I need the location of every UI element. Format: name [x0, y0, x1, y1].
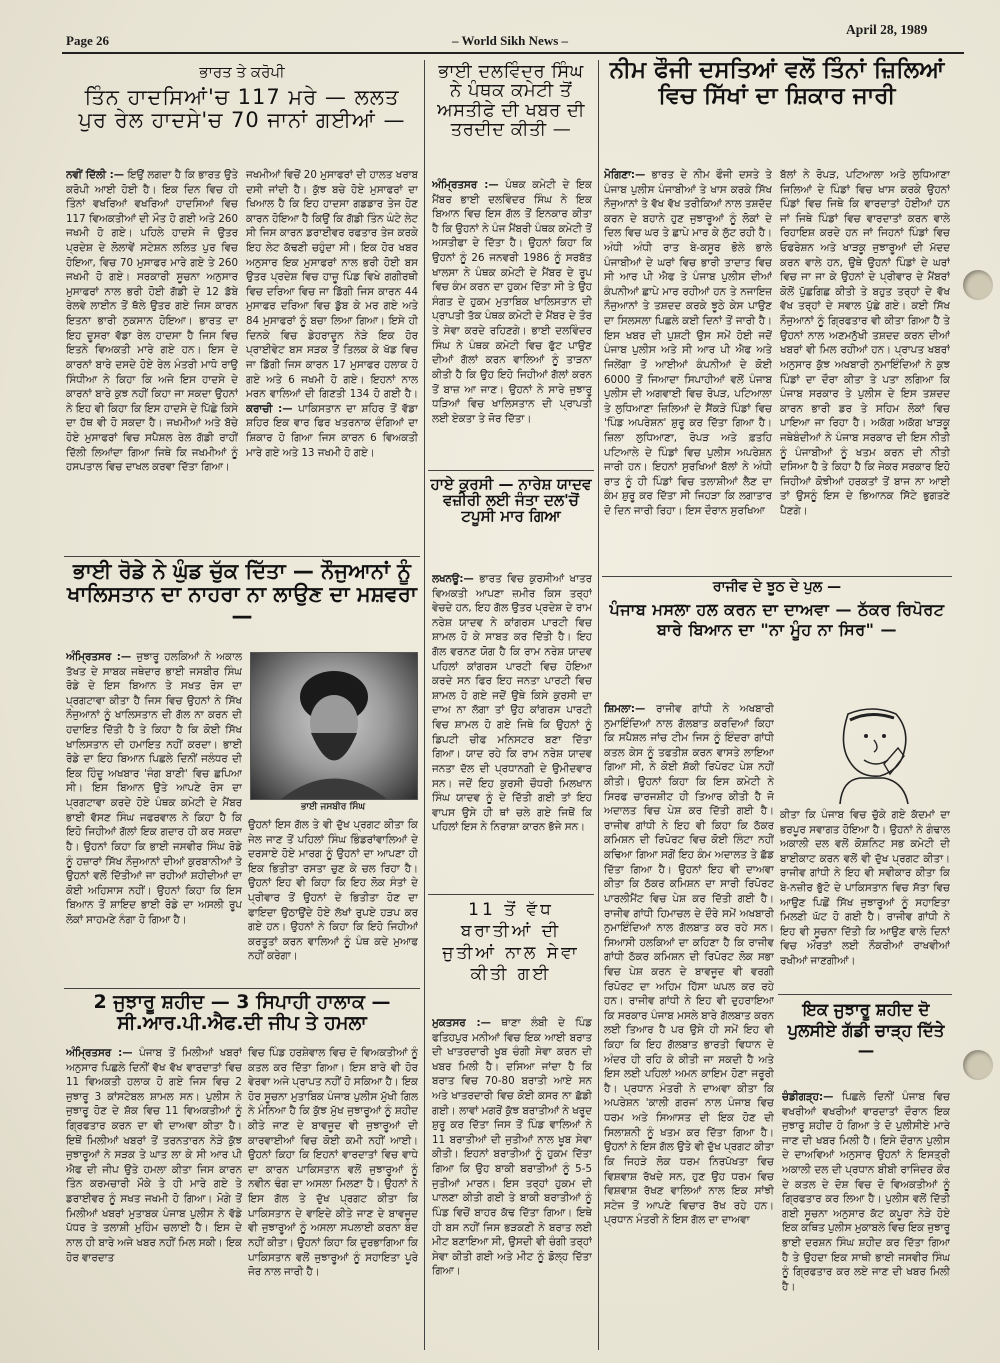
punch-hole-bottom	[963, 1050, 993, 1080]
police-headline: ਇਕ ਜੁਝਾਰੂ ਸ਼ਹੀਦ ਦੋ ਪੁਲਸੀਏ ਗੱਡੀ ਚਾੜ੍ਹ ਦਿੱਤੇ —	[787, 1000, 945, 1061]
header-rule	[62, 52, 964, 54]
police-body: ਚੰਡੀਗੜ੍ਹ:— ਪਿਛਲੇ ਦਿਨੀਂ ਪੰਜਾਬ ਵਿਚ ਵਖਰੀਆਂ ਵਖਰੀਆਂ ਵਾਰਦਾਤਾਂ ਦੌਰਾਨ ਇਕ ਜੁਝਾਰੂ ਸ਼ਹੀਦ ਹੋ ਗਿਆ ਤੇ ਦੋ ਪੁਲੀਸੀਏ ਮਾਰੇ ਜਾਣ ਦੀ ਖਬਰ ਮਿਲੀ ਹੈ। ਇਸੇ ਦੌਰਾਨ ਪੁਲੀਸ ਦੇ ਦਾਅਵਿਆਂ ਅਨੁਸਾਰ ਉਹਨਾਂ ਨੇ ਇਸਤ੍ਰੀ ਅਕਾਲੀ ਦਲ ਦੀ ਪ੍ਰਧਾਨ ਬੀਬੀ ਰਾਜਿੰਦਰ ਕੌਰ ਦੇ ਕਤਲ ਦੇ ਦੋਸ਼ ਵਿਚ ਦੋ ਵਿਅਕਤੀਆਂ ਨੂੰ ਗ੍ਰਿਫਤਾਰ ਕਰ ਲਿਆ ਹੈ। ਪੁਲੀਸ ਵਲੋਂ ਦਿੱਤੀ ਗਈ ਸੂਚਨਾ ਅਨੁਸਾਰ ਕੱਟ ਕਪੂਰਾ ਨੇੜੇ ਹੋਏ ਇਕ ਕਥਿਤ ਪੁਲੀਸ ਮੁਕਾਬਲੇ ਵਿਚ ਇਕ ਜੁਝਾਰੂ ਭਾਈ ਦਰਸ਼ਨ ਸਿੰਘ ਸ਼ਹੀਦ ਕਰ ਦਿੱਤਾ ਗਿਆ ਹੈ ਤੇ ਉਹਦਾ ਇਕ ਸਾਥੀ ਭਾਈ ਜਸਵੀਰ ਸਿੰਘ ਨੂੰ ਗ੍ਰਿਫਤਾਰ ਕਰ ਲਏ ਜਾਣ ਦੀ ਖਬਰ ਮਿਲੀ ਹੈ।	[782, 1091, 950, 1293]
rode-headline: ਭਾਈ ਰੋਡੇ ਨੇ ਘੁੰਡ ਚੁੱਕ ਦਿੱਤਾ — ਨੌਜੁਆਨਾਂ ਨੂੰ ਖਾਲਿਸਤਾਨ ਦਾ ਨਾਹਰਾ ਨਾ ਲਾਉਣ ਦਾ ਮਸ਼ਵਰਾ —	[67, 559, 417, 629]
rode-column-1: ਅੰਮ੍ਰਿਤਸਰ :— ਜੁਝਾਰੂ ਹਲਕਿਆਂ ਨੇ ਅਕਾਲ ਤੱਖਤ ਦੇ ਸਾਬਕ ਜਥੇਦਾਰ ਭਾਈ ਜਸਬੀਰ ਸਿੰਘ ਰੋਡੇ ਦੇ ਇਸ ਬਿਆਨ ਤੇ ਸਖਤ ਰੋਸ ਦਾ ਪ੍ਰਗਟਾਵਾ ਕੀਤਾ ਹੈ ਜਿਸ ਵਿਚ ਉਹਨਾਂ ਨੇ ਸਿੱਖ ਨੌਜੁਆਨਾਂ ਨੂੰ ਖਾਲਿਸਤਾਨ ਦੀ ਗੱਲ ਨਾ ਕਰਨ ਦੀ ਹਦਾਇਤ ਦਿੱਤੀ ਹੈ ਤੇ ਕਿਹਾ ਹੈ ਕਿ ਕੋਈ ਸਿੱਖ ਖਾਲਿਸਤਾਨ ਦੀ ਹਮਾਇਤ ਨਹੀਂ ਕਰਦਾ। ਭਾਈ ਰੋਡੇ ਦਾ ਇਹ ਬਿਆਨ ਪਿਛਲੇ ਦਿਨੀਂ ਜਲੰਧਰ ਦੀ ਇਕ ਹਿੰਦੂ ਅਖਬਾਰ 'ਜੰਗ ਬਾਣੀ' ਵਿਚ ਛਪਿਆ ਸੀ। ਇਸ ਬਿਆਨ ਉਤੇ ਆਪਣੇ ਰੋਸ ਦਾ ਪ੍ਰਗਟਾਵਾ ਕਰਦੇ ਹੋਏ ਪੰਥਕ ਕਮੇਟੀ ਦੇ ਮੈਂਬਰ ਭਾਈ ਵੱਸਣ ਸਿੰਘ ਜਫਰਵਾਲ ਨੇ ਕਿਹਾ ਹੈ ਕਿ ਇਹੋ ਜਿਹੀਆਂ ਗੱਲਾਂ ਇਕ ਗਦਾਰ ਹੀ ਕਰ ਸਕਦਾ ਹੈ। ਉਹਨਾਂ ਕਿਹਾ ਕਿ ਭਾਈ ਜਸਵੀਰ ਸਿੰਘ ਰੋਡੇ ਨੂੰ ਹਜ਼ਾਰਾਂ ਸਿੱਖ ਨੌਜੁਆਨਾਂ ਦੀਆਂ ਕੁਰਬਾਨੀਆਂ ਤੇ ਉਹਨਾਂ ਵਲੋਂ ਦਿੱਤੀਆਂ ਜਾ ਰਹੀਆਂ ਸ਼ਹੀਦੀਆਂ ਦਾ ਕੋਈ ਅਹਿਸਾਸ ਨਹੀਂ। ਉਹਨਾਂ ਕਿਹਾ ਕਿ ਇਸ ਬਿਆਨ ਤੋਂ ਸ਼ਾਇਦ ਭਾਈ ਰੋਡੇ ਦਾ ਅਸਲੀ ਰੂਪ ਲੋਕਾਂ ਸਾਹਮਣੇ ਨੰਗਾ ਹੋ ਗਿਆ ਹੈ।	[66, 651, 242, 926]
column-rule	[598, 60, 599, 1350]
rail-kicker: ਭਾਰਤ ਤੇ ਕਰੋਪੀ	[199, 63, 285, 81]
baratis-body: ਮੁਕਤਸਰ :— ਥਾਣਾ ਲੰਬੀ ਦੇ ਪਿੰਡ ਫਤਿਹਪੁਰ ਮਨੀਆਂ ਵਿਚ ਇਕ ਆਈ ਬਰਾਤ ਦੀ ਖਾਤਰਦਾਰੀ ਖੂਬ ਚੰਗੀ ਸੇਵਾ ਕਰਨ ਦੀ ਖਬਰ ਮਿਲੀ ਹੈ। ਦਸਿਆ ਜਾਂਦਾ ਹੈ ਕਿ ਬਰਾਤ ਵਿਚ 70-80 ਬਰਾਤੀ ਆਏ ਸਨ ਅਤੇ ਖਾਤਰਦਾਰੀ ਵਿਚ ਕੋਈ ਕਸਰ ਨਾ ਛੱਡੀ ਗਈ। ਲਾਵਾਂ ਮਗਰੋਂ ਕੁੱਝ ਬਰਾਤੀਆਂ ਨੇ ਖਰੂਦ ਸ਼ੁਰੂ ਕਰ ਦਿੱਤਾ ਜਿਸ ਤੋਂ ਪਿੰਡ ਵਾਲਿਆਂ ਨੇ 11 ਬਰਾਤੀਆਂ ਦੀ ਜੁਤੀਆਂ ਨਾਲ ਖੂਬ ਸੇਵਾ ਕੀਤੀ। ਇਹਨਾਂ ਬਰਾਤੀਆਂ ਨੂੰ ਹੁਕਮ ਦਿੱਤਾ ਗਿਆ ਕਿ ਉਹ ਬਾਕੀ ਬਰਾਤੀਆਂ ਨੂੰ 5-5 ਜੁਤੀਆਂ ਮਾਰਨ। ਇਸ ਤਰ੍ਹਾਂ ਹੁਕਮ ਦੀ ਪਾਲਣਾ ਕੀਤੀ ਗਈ ਤੇ ਬਾਕੀ ਬਰਾਤੀਆਂ ਨੂੰ ਪਿੰਡ ਵਿਚੋਂ ਬਾਹਰ ਕੱਢ ਦਿੱਤਾ ਗਿਆ। ਇਥੇ ਹੀ ਬਸ ਨਹੀਂ ਜਿਸ ਭੜਕਣੀ ਨੇ ਬਰਾਤ ਲਈ ਮੀਟ ਬਣਾਇਆ ਸੀ, ਉਸਦੀ ਵੀ ਚੰਗੀ ਤਰ੍ਹਾਂ ਸੇਵਾ ਕੀਤੀ ਗਈ ਅਤੇ ਮੀਟ ਨੂੰ ਡੋਲ੍ਹ ਦਿੱਤਾ ਗਿਆ।	[432, 1017, 592, 1278]
paramilitary-column-2: ਬੱਲਾਂ ਨੇ ਰੋਪੜ, ਪਟਿਆਲਾ ਅਤੇ ਲੁਧਿਆਣਾ ਜਿਲਿਆਂ ਦੇ ਪਿੰਡਾਂ ਵਿਚ ਖਾਸ ਕਰਕੇ ਉਹਨਾਂ ਪਿੰਡਾਂ ਵਿਚ ਜਿਥੇ ਕਿ ਵਾਰਦਾਤਾਂ ਹੋਈਆਂ ਹਨ ਜਾਂ ਜਿਥੇ ਪਿੰਡਾਂ ਵਿਚ ਵਾਰਦਾਤਾਂ ਕਰਨ ਵਾਲੇ ਰਿਹਾਇਸ਼ ਕਰਦੇ ਹਨ ਜਾਂ ਜਿਹਨਾਂ ਪਿੰਡਾਂ ਵਿਚ ਓਫਰੇਸ਼ਨ ਅਤੇ ਖਾੜਕੂ ਜੁਝਾਰੂਆਂ ਦੀ ਮੱਦਦ ਕਰਨ ਵਾਲੇ ਹਨ, ਉਥੇ ਉਹਨਾਂ ਪਿੰਡਾਂ ਦੇ ਘਰਾਂ ਵਿਚ ਜਾ ਜਾ ਕੇ ਉਹਨਾਂ ਦੇ ਪ੍ਰੀਵਾਰ ਦੇ ਮੈਂਬਰਾਂ ਕੋਲੋਂ ਪੁੱਛਗਿਛ ਕੀਤੀ ਤੇ ਬਹੁਤ ਤਰ੍ਹਾਂ ਦੇ ਵੱਖ ਵੱਖ ਤਰ੍ਹਾਂ ਦੇ ਸਵਾਲ ਪੁੱਛੇ ਗਏ। ਕਈ ਸਿੱਖ ਨੌਜੁਆਨਾਂ ਨੂੰ ਗ੍ਰਿਫਤਾਰ ਵੀ ਕੀਤਾ ਗਿਆ ਹੈ ਤੇ ਉਹਨਾਂ ਨਾਲ ਅਣਮਨੁੱਖੀ ਤਸ਼ਦਦ ਕਰਨ ਦੀਆਂ ਖਬਰਾਂ ਵੀ ਮਿਲ ਰਹੀਆਂ ਹਨ। ਪ੍ਰਾਪਤ ਖਬਰਾਂ ਅਨੁਸਾਰ ਕੁੱਝ ਅਖਬਾਰੀ ਨੁਮਾਇੰਦਿਆਂ ਨੇ ਕੁਝ ਪਿੰਡਾਂ ਦਾ ਦੌਰਾ ਕੀਤਾ ਤੇ ਪਤਾ ਲਗਿਆ ਕਿ ਪੰਜਾਬ ਸਰਕਾਰ ਤੇ ਪੁਲੀਸ ਦੇ ਇਸ ਤਸ਼ਦਦ ਕਾਰਨ ਭਾਰੀ ਡਰ ਤੇ ਸਹਿਮ ਲੋਕਾਂ ਵਿਚ ਪਾਇਆ ਜਾ ਰਿਹਾ ਹੈ। ਅਕੱਗ ਅਕੱਗ ਖਾੜਕੂ ਜਥੇਬੰਦੀਆਂ ਨੇ ਪੰਜਾਬ ਸਰਕਾਰ ਦੀ ਇਸ ਨੀਤੀ ਨੂੰ ਪੰਜਾਬੀਆਂ ਨੂੰ ਖਤਮ ਕਰਨ ਦੀ ਨੀਤੀ ਦਸਿਆ ਹੈ ਤੇ ਕਿਹਾ ਹੈ ਕਿ ਜੇਕਰ ਸਰਕਾਰ ਇਹੋ ਜਿਹੀਆਂ ਕੋਝੀਆਂ ਹਰਕਤਾਂ ਤੋਂ ਬਾਜ ਨਾ ਆਈ ਤਾਂ ਉਸਨੂੰ ਇਸ ਦੇ ਭਿਆਨਕ ਸਿੱਟੇ ਭੁਗਤਣੇ ਪੈਣਗੇ।	[780, 169, 950, 518]
issue-date: April 28, 1989	[846, 22, 928, 37]
crpf-headline: 2 ਜੁਝਾਰੂ ਸ਼ਹੀਦ — 3 ਸਿਪਾਹੀ ਹਾਲਾਕ — ਸੀ.ਆਰ.ਪੀ.ਐਫ.ਦੀ ਜੀਪ ਤੇ ਹਮਲਾ	[93, 991, 391, 1034]
rajiv-cartoon	[780, 700, 948, 804]
crpf-column-2: ਵਿਚ ਪਿੰਡ ਹਰਸ਼ੇਵਾਲ ਵਿਚ ਦੋ ਵਿਅਕਤੀਆਂ ਨੂੰ ਕਤਲ ਕਰ ਦਿੱਤਾ ਗਿਆ। ਇਸ ਬਾਰੇ ਵੀ ਹੋਰ ਵੇਰਵਾ ਅਜੇ ਪ੍ਰਾਪਤ ਨਹੀਂ ਹੋ ਸਕਿਆ ਹੈ। ਇਕ ਹੋਰ ਸੂਚਨਾ ਮੁਤਾਬਿਕ ਪੰਜਾਬ ਪੁਲੀਸ ਮੁੱਖੀ ਗਿਲ ਨੇ ਮੰਨਿਆ ਹੈ ਕਿ ਕੁੱਝ ਮੁੱਖ ਜੁਝਾਰੂਆਂ ਨੂੰ ਸ਼ਹੀਦ ਕੀਤੇ ਜਾਣ ਦੇ ਬਾਵਜੂਦ ਵੀ ਜੁਝਾਰੂਆਂ ਦੀ ਕਾਰਵਾਈਆਂ ਵਿਚ ਕੋਈ ਕਮੀ ਨਹੀਂ ਆਈ। ਉਹਨਾਂ ਕਿਹਾ ਕਿ ਇਹਨਾਂ ਵਾਰਦਾਤਾਂ ਵਿਚ ਵਾਧੇ ਦਾ ਕਾਰਨ ਪਾਕਿਸਤਾਨ ਵਲੋਂ ਜੁਝਾਰੂਆਂ ਨੂੰ ਨਵੀਨ ਢੰਗ ਦਾ ਅਸਲਾ ਮਿਲਣਾ ਹੈ। ਉਹਨਾਂ ਨੇ ਇਸ ਗੱਲ ਤੇ ਦੁੱਖ ਪ੍ਰਗਟ ਕੀਤਾ ਕਿ ਪਾਕਿਸਤਾਨ ਦੇ ਵਾਇਦੇ ਕੀਤੇ ਜਾਣ ਦੇ ਬਾਵਜੂਦ ਵੀ ਜੁਝਾਰੂਆਂ ਨੂੰ ਅਸਲਾ ਸਪਲਾਈ ਕਰਨਾ ਬੰਦ ਨਹੀਂ ਕੀਤਾ। ਉਹਨਾਂ ਕਿਹਾ ਕਿ ਦੁਰਭਾਗਿਆ ਕਿ ਪਾਕਿਸਤਾਨ ਵਲੋਂ ਜੁਝਾਰੂਆਂ ਨੂੰ ਸਹਾਇਤਾ ਪੂਰੇ ਜੋਰ ਨਾਲ ਜਾਰੀ ਹੈ।	[248, 1047, 418, 1279]
section-rule	[428, 470, 594, 471]
rode-column-2: ਉਹਨਾਂ ਇਸ ਗੱਲ ਤੇ ਵੀ ਦੁੱਖ ਪ੍ਰਗਟ ਕੀਤਾ ਕਿ ਜੇਲ ਜਾਣ ਤੋਂ ਪਹਿਲਾਂ ਸਿੰਘ ਭਿੰਡਰਾਂਵਾਲਿਆਂ ਦੇ ਦਰਸਾਏ ਹੋਏ ਮਾਰਗ ਨੂੰ ਉਹਨਾਂ ਦਾ ਆਪਣਾ ਹੀ ਇਕ ਭਿਤੀਤਾ ਰਸਤਾ ਚੁਣ ਕੇ ਚਲ ਰਿਹਾ ਹੈ। ਉਹਨਾਂ ਇਹ ਵੀ ਕਿਹਾ ਕਿ ਇਹ ਲੋਕ ਸੰਤਾਂ ਦੇ ਪ੍ਰੀਵਾਰ ਤੋਂ ਉਹਨਾਂ ਦੇ ਭਿਤੀਤਾ ਹੋਣ ਦਾ ਫਾਇਦਾ ਉਠਾਉਂਦੇ ਹੋਏ ਲੱਖਾਂ ਰੁਪਏ ਹੜਪ ਕਰ ਗਏ ਹਨ। ਉਹਨਾਂ ਨੇ ਕਿਹਾ ਕਿ ਇਹੋ ਜਿਹੀਆਂ ਕਰਤੂਤਾਂ ਕਰਨ ਵਾਲਿਆਂ ਨੂੰ ਪੰਥ ਕਦੇ ਮੁਆਫ ਨਹੀਂ ਕਰੇਗਾ।	[248, 819, 418, 963]
crpf-column-1: ਅੰਮ੍ਰਿਤਸਰ :— ਪੰਜਾਬ ਤੋਂ ਮਿਲੀਆਂ ਖਬਰਾਂ ਅਨੁਸਾਰ ਪਿਛਲੇ ਦਿਨੀਂ ਵੱਖ ਵੱਖ ਵਾਰਦਾਤਾਂ ਵਿਚ 11 ਵਿਅਕਤੀ ਹਲਾਕ ਹੋ ਗਏ ਜਿਸ ਵਿਚ 2 ਜੁਝਾਰੂ 3 ਕਾਂਸਟੇਬਲ ਸ਼ਾਮਲ ਸਨ। ਪੁਲੀਸ ਨੇ ਜੁਝਾਰੂ ਹੋਣ ਦੇ ਸ਼ੱਕ ਵਿਚ 11 ਵਿਅਕਤੀਆਂ ਨੂੰ ਗ੍ਰਿਫਤਾਰ ਕਰਨ ਦਾ ਵੀ ਦਾਅਵਾ ਕੀਤਾ ਹੈ। ਇਥੋਂ ਮਿਲੀਆਂ ਖਬਰਾਂ ਤੋਂ ਤਰਨਤਾਰਨ ਨੇੜੇ ਕੁੱਝ ਜੁਝਾਰੂਆਂ ਨੇ ਸੜਕ ਤੇ ਘਾਤ ਲਾ ਕੇ ਸੀ ਆਰ ਪੀ ਐਫ ਦੀ ਜੀਪ ਉਤੇ ਹਮਲਾ ਕੀਤਾ ਜਿਸ ਕਾਰਨ ਤਿੰਨ ਕਰਮਚਾਰੀ ਮੌਕੇ ਤੇ ਹੀ ਮਾਰੇ ਗਏ ਤੇ ਡਰਾਈਵਰ ਨੂੰ ਸਖਤ ਜਖਮੀ ਹੋ ਗਿਆ। ਮੋਗੇ ਤੋਂ ਮਿਲੀਆਂ ਖਬਰਾਂ ਮੁਤਾਬਕ ਪੰਜਾਬ ਪੁਲੀਸ ਨੇ ਵੱਡੇ ਪੱਧਰ ਤੇ ਤਲਾਸ਼ੀ ਮੁਹਿੰਮ ਚਲਾਈ ਹੈ। ਇਸ ਦੇ ਨਾਲ ਹੀ ਬਾਰੇ ਅਜੇ ਖਬਰ ਨਹੀਂ ਮਿਲ ਸਕੀ। ਇਕ ਹੋਰ ਵਾਰਦਾਤ	[66, 1047, 242, 1264]
caricature-drawing	[780, 700, 948, 804]
portrait-photo	[250, 652, 418, 800]
section-rule	[64, 556, 420, 557]
portrait-caption: ਭਾਈ ਜਸਬੀਰ ਸਿੰਘ	[300, 802, 366, 812]
rail-column-1: ਨਵੀਂ ਦਿੱਲੀ :— ਇਉਂ ਲਗਦਾ ਹੈ ਕਿ ਭਾਰਤ ਉਤੇ ਕਰੋਪੀ ਆਈ ਹੋਈ ਹੈ। ਇਕ ਦਿਨ ਵਿਚ ਹੀ ਤਿੰਨਾਂ ਵਖਰਿਆਂ ਵਖਰਿਆਂ ਹਾਦਸਿਆਂ ਵਿਚ 117 ਵਿਅਕਤੀਆਂ ਦੀ ਮੌਤ ਹੋ ਗਈ ਅਤੇ 260 ਜਖਮੀ ਹੋ ਗਏ। ਪਹਿਲੇ ਹਾਦਸੇ ਜੋ ਉਤਰ ਪ੍ਰਦੇਸ਼ ਦੇ ਲੋਲਾਵੇਂ ਸਟੇਸ਼ਨ ਲਲਿਤ ਪੁਰ ਵਿਚ ਹੋਇਆ, ਵਿਚ 70 ਮੁਸਾਫਰ ਮਾਰੇ ਗਏ ਤੇ 260 ਜਖਮੀ ਹੋ ਗਏ। ਸਰਕਾਰੀ ਸੂਚਨਾ ਅਨੁਸਾਰ ਮੁਸਾਫਰਾਂ ਨਾਲ ਭਰੀ ਹੋਈ ਗੱਡੀ ਦੇ 12 ਡੱਬੇ ਰੇਲਵੇ ਲਾਈਨ ਤੋਂ ਥੱਲੇ ਉਤਰ ਗਏ ਜਿਸ ਕਾਰਨ ਇਤਨਾ ਭਾਰੀ ਨੁਕਸਾਨ ਹੋਇਆ। ਭਾਰਤ ਦਾ ਇਹ ਦੂਸਰਾ ਵੱਡਾ ਰੇਲ ਹਾਦਸਾ ਹੈ ਜਿਸ ਵਿਚ ਇਤਨੇ ਵਿਅਕਤੀ ਮਾਰੇ ਗਏ ਹਨ। ਇਸ ਦੇ ਕਾਰਨਾਂ ਬਾਰੇ ਦਸਦੇ ਹੋਏ ਰੇਲ ਮੰਤਰੀ ਮਾਧੋ ਰਾਉ ਸਿੰਧੀਆ ਨੇ ਕਿਹਾ ਕਿ ਅਜੇ ਇਸ ਹਾਦਸੇ ਦੇ ਕਾਰਨਾਂ ਬਾਰੇ ਕੁਝ ਨਹੀਂ ਕਿਹਾ ਜਾ ਸਕਦਾ ਉਹਨਾਂ ਨੇ ਇਹ ਵੀ ਕਿਹਾ ਕਿ ਇਸ ਹਾਦਸੇ ਦੇ ਪਿੱਛੇ ਕਿਸੇ ਦਾ ਹੱਥ ਵੀ ਹੋ ਸਕਦਾ ਹੈ। ਜਖਮੀਆਂ ਅਤੇ ਬੱਚੇ ਹੋਏ ਮੁਸਾਫਰਾਂ ਵਿਚ ਸਪੈਸ਼ਲ ਰੇਲ ਗੱਡੀ ਰਾਹੀਂ ਦਿੱਲੀ ਲਿਆਂਦਾ ਗਿਆ ਜਿਥੇ ਕਿ ਜਖਮੀਆਂ ਨੂੰ ਹਸਪਤਾਲ ਵਿਚ ਦਾਖਲ ਕਰਵਾ ਦਿੱਤਾ ਗਿਆ।	[66, 169, 238, 474]
dalwinder-body: ਅੰਮ੍ਰਿਤਸਰ :— ਪੰਥਕ ਕਮੇਟੀ ਦੇ ਇਕ ਮੈਂਬਰ ਭਾਈ ਦਲਵਿੰਦਰ ਸਿੰਘ ਨੇ ਇਕ ਬਿਆਨ ਵਿਚ ਇਸ ਗੱਲ ਤੋਂ ਇਨਕਾਰ ਕੀਤਾ ਹੈ ਕਿ ਉਹਨਾਂ ਨੇ ਪੰਜ ਮੈਂਬਰੀ ਪੰਥਕ ਕਮੇਟੀ ਤੋਂ ਅਸਤੀਫਾ ਦੇ ਦਿੱਤਾ ਹੈ। ਉਹਨਾਂ ਕਿਹਾ ਕਿ ਉਹਨਾਂ ਨੂੰ 26 ਜਨਵਰੀ 1986 ਨੂੰ ਸਰਬੱਤ ਖਾਲਸਾ ਨੇ ਪੰਥਕ ਕਮੇਟੀ ਦੇ ਮੈਂਬਰ ਦੇ ਰੂਪ ਵਿਚ ਕੰਮ ਕਰਨ ਦਾ ਹੁਕਮ ਦਿੱਤਾ ਸੀ ਤੇ ਉਹ ਸੰਗਤ ਦੇ ਹੁਕਮ ਮੁਤਾਬਿਕ ਖਾਲਿਸਤਾਨ ਦੀ ਪ੍ਰਾਪਤੀ ਤੱਕ ਪੰਥਕ ਕਮੇਟੀ ਦੇ ਮੈਂਬਰ ਦੇ ਤੌਰ ਤੇ ਸੇਵਾ ਕਰਦੇ ਰਹਿਣਗੇ। ਭਾਈ ਦਲਵਿੰਦਰ ਸਿੰਘ ਨੇ ਪੰਥਕ ਕਮੇਟੀ ਵਿਚ ਫੁੱਟ ਪਾਉਣ ਦੀਆਂ ਗੱਲਾਂ ਕਰਨ ਵਾਲਿਆਂ ਨੂੰ ਤਾੜਨਾ ਕੀਤੀ ਹੈ ਕਿ ਉਹ ਇਹੋ ਜਿਹੀਆਂ ਗੱਲਾਂ ਕਰਨ ਤੋਂ ਬਾਜ਼ ਆ ਜਾਣ। ਉਹਨਾਂ ਨੇ ਸਾਰੇ ਜੁਝਾਰੂ ਧੜਿਆਂ ਵਿਚ ਖਾਲਿਸਤਾਨ ਦੀ ਪ੍ਰਾਪਤੀ ਲਈ ਏਕਤਾ ਤੇ ਜੋਰ ਦਿੱਤਾ।	[432, 179, 592, 425]
rail-headline: ਤਿੰਨ ਹਾਦਸਿਆਂ'ਚ 117 ਮਰੇ — ਲਲਤ ਪੁਰ ਰੇਲ ਹਾਦਸੇ'ਚ 70 ਜਾਨਾਂ ਗਈਆਂ —	[78, 85, 406, 132]
section-rule	[778, 994, 952, 995]
rail-column-2: ਜਖਮੀਆਂ ਵਿਚੋਂ 20 ਮੁਸਾਫਰਾਂ ਦੀ ਹਾਲਤ ਖਰਾਬ ਦਸੀ ਜਾਂਦੀ ਹੈ। ਕੁੱਝ ਬਚੇ ਹੋਏ ਮੁਸਾਫਰਾਂ ਦਾ ਖਿਆਲ ਹੈ ਕਿ ਇਹ ਹਾਦਸਾ ਗਡਡਾਰ ਤੇਜ ਹੋਣ ਕਾਰਨ ਹੋਇਆ ਹੈ ਕਿਉਂ ਕਿ ਗੱਡੀ ਤਿੰਨ ਘੰਟੇ ਲੇਟ ਸੀ ਜਿਸ ਕਾਰਨ ਡਰਾਈਵਰ ਰਫਤਾਰ ਤੇਜ ਕਰਕੇ ਇਹ ਲੇਟ ਕੱਢਣੀ ਚਹੁੰਦਾ ਸੀ। ਇਕ ਹੋਰ ਖਬਰ ਅਨੁਸਾਰ ਇਕ ਮੁਸਾਫਰਾਂ ਨਾਲ ਭਰੀ ਹੋਈ ਬਸ ਉਤਰ ਪ੍ਰਦੇਸ਼ ਵਿਚ ਹਾਜ਼ੂ ਪਿੰਡ ਵਿਖੇ ਗਗੀਰਥੀ ਵਿਚ ਦਰਿਆ ਵਿਚ ਜਾ ਡਿੱਗੀ ਜਿਸ ਕਾਰਨ 44 ਮੁਸਾਫਰ ਦਰਿਆ ਵਿਚ ਡੁੱਬ ਕੇ ਮਰ ਗਏ ਅਤੇ 84 ਮੁਸਾਫਰਾਂ ਨੂੰ ਬਚਾ ਲਿਆ ਗਿਆ। ਇਸੇ ਹੀ ਦਿਨਕੇ ਵਿਚ ਡੇਹਰਾਦੂਨ ਨੇੜੇ ਇਕ ਹੋਰ ਪ੍ਰਾਈਵੇਟ ਬਸ ਸੜਕ ਤੋਂ ਤਿਲਕ ਕੇ ਖੱਡ ਵਿਚ ਜਾ ਡਿੱਗੀ ਜਿਸ ਕਾਰਨ 17 ਮੁਸਾਫਰ ਹਲਾਕ ਹੋ ਗਏ ਅਤੇ 6 ਜਖਮੀ ਹੋ ਗਏ। ਇਹਨਾਂ ਨਾਲ ਮਰਨ ਵਾਲਿਆਂ ਦੀ ਗਿਣਤੀ 134 ਹੋ ਗਈ ਹੈ। ਕਰਾਚੀ :— ਪਾਕਿਸਤਾਨ ਦਾ ਸ਼ਹਿਰ ਤੋਂ ਵੱਡਾ ਸ਼ਹਿਰ ਇਕ ਵਾਰ ਫਿਰ ਖਤਰਨਾਕ ਦੰਗਿਆਂ ਦਾ ਸ਼ਿਕਾਰ ਹੋ ਗਿਆ ਜਿਸ ਕਾਰਨ 6 ਵਿਅਕਤੀ ਮਾਰੇ ਗਏ ਅਤੇ 13 ਜਖਮੀ ਹੋ ਗਏ।	[246, 169, 418, 459]
paramilitary-column-1: ਮੋਗਿਣਾ:— ਭਾਰਤ ਦੇ ਨੀਮ ਫੌਜੀ ਦਸਤੇ ਤੇ ਪੰਜਾਬ ਪੁਲੀਸ ਪੰਜਾਬੀਆਂ ਤੇ ਖਾਸ ਕਰਕੇ ਸਿੱਖ ਨੌਜੁਆਨਾਂ ਤੇ ਵੱਖ ਵੱਖ ਤਰੀਕਿਆਂ ਨਾਲ ਤਸ਼ਦੱਦ ਕਰਨ ਦੇ ਬਹਾਨੇ ਹੁਣ ਜੁਝਾਰੂਆਂ ਨੂੰ ਲੋਕਾਂ ਦੇ ਦਿਲ ਵਿਚ ਘਰ ਤੇ ਛਾਪੇ ਮਾਰ ਕੇ ਲੁੱਟ ਰਹੀ ਹੈ। ਅੰਧੀ ਅੰਧੀ ਰਾਤ ਬੇ-ਕਸੂਰ ਭੋਲੇ ਭਾਲੇ ਪੰਜਾਬੀਆਂ ਦੇ ਘਰਾਂ ਵਿਚ ਭਾਰੀ ਤਾਦਾਤ ਵਿਚ ਸੀ ਆਰ ਪੀ ਐਫ ਤੇ ਪੰਜਾਬ ਪੁਲੀਸ ਦੀਆਂ ਕੰਪਨੀਆਂ ਛਾਪੇ ਮਾਰ ਰਹੀਆਂ ਹਨ ਤੇ ਨਜਾਇਜ਼ ਨੌਜੁਆਨਾਂ ਤੇ ਤਸ਼ਦਦ ਕਰਕੇ ਝੂਠੇ ਕੇਸ ਪਾਉਣ ਦਾ ਸਿਲਸਲਾ ਪਿਛਲੇ ਕਈ ਦਿਨਾਂ ਤੋਂ ਜਾਰੀ ਹੈ। ਇਸ ਖਬਰ ਦੀ ਪੁਸ਼ਟੀ ਉਸ ਸਮੇਂ ਹੋਈ ਜਦੋਂ ਪੰਜਾਬ ਪੁਲੀਸ ਅਤੇ ਸੀ ਆਰ ਪੀ ਐਫ ਅਤੇ ਜਿਲੇਂਗਾ ਤੋਂ ਆਈਆਂ ਕੰਪਨੀਆਂ ਦੇ ਕੋਈ 6000 ਤੋਂ ਜਿਆਦਾ ਸਿਪਾਹੀਆਂ ਵਲੋਂ ਪੰਜਾਬ ਪੁਲੀਸ ਦੀ ਅਗਵਾਈ ਵਿਚ ਰੋਪੜ, ਪਟਿਆਲਾ ਤੇ ਲੁਧਿਆਣਾ ਜ਼ਿਲਿਆਂ ਦੇ ਸੈਂਕੜੇ ਪਿੰਡਾਂ ਵਿਚ 'ਪਿੰਡ ਅਪਰੇਸ਼ਨ' ਸ਼ੁਰੂ ਕਰ ਦਿੱਤਾ ਗਿਆ ਹੈ। ਜ਼ਿਲਾ ਲੁਧਿਆਣਾ, ਰੋਪੜ ਅਤੇ ਫ਼ਤਹਿ ਪਟਿਆਲੇ ਦੇ ਪਿੰਡਾਂ ਵਿਚ ਪੁਲੀਸ ਅਪਰੇਸ਼ਨ ਜਾਰੀ ਹਨ। ਇਹਨਾਂ ਸੁਰਖਿਆਂ ਬੱਲਾਂ ਨੇ ਅੰਧੀ ਰਾਤ ਨੂੰ ਹੀ ਪਿੰਡਾਂ ਵਿਚ ਤਲਾਸ਼ੀਆਂ ਲੈਣ ਦਾ ਕੰਮ ਸ਼ੁਰੂ ਕਰ ਦਿੱਤਾ ਸੀ ਜਿਹੜਾ ਕਿ ਲਗਾਤਾਰ ਦੋ ਦਿਨ ਜਾਰੀ ਰਿਹਾ। ਇਸ ਦੌਰਾਨ ਸੁਰਖਿਆ	[604, 169, 772, 518]
punch-hole-top	[963, 270, 993, 300]
section-rule	[602, 576, 952, 577]
page-number: Page 26	[66, 33, 109, 48]
section-rule	[64, 988, 420, 989]
portrait-figure	[251, 653, 417, 799]
baratis-headline: 11 ਤੋਂ ਵੱਧ ਬਰਾਤੀਆਂ ਦੀ ਜੁਤੀਆਂ ਨਾਲ ਸੇਵਾ ਕੀਤੀ ਗਈ	[442, 900, 580, 984]
publication-name: – World Sikh News –	[451, 33, 569, 48]
dalwinder-headline: ਭਾਈ ਦਲਵਿੰਦਰ ਸਿੰਘ ਨੇ ਪੰਥਕ ਕਮੇਟੀ ਤੋਂ ਅਸਤੀਫੇ ਦੀ ਖਬਰ ਦੀ ਤਰਦੀਦ ਕੀਤੀ —	[437, 61, 585, 141]
column-rule	[424, 60, 425, 1350]
rajiv-kicker: ਰਾਜੀਵ ਦੇ ਝੂਠ ਦੇ ਪੁਲ —	[712, 579, 842, 595]
rajiv-column-2: ਕੀਤਾ ਕਿ ਪੰਜਾਬ ਵਿਚ ਚੁੱਕੇ ਗਏ ਕੱਦਮਾਂ ਦਾ ਭਰਪੂਰ ਸਵਾਗਤ ਹੋਇਆ ਹੈ। ਉਹਨਾਂ ਨੇ ਗੰਢਾਲ ਅਕਾਲੀ ਦਲ ਵਲੋਂ ਕੋਸ਼ਨਿਟ ਸਭ ਕਮੇਟੀ ਦੀ ਬਾਈਕਾਟ ਕਰਨ ਵਲੋਂ ਵੀ ਦੁੱਖ ਪ੍ਰਗਟ ਕੀਤਾ। ਰਾਜੀਵ ਗਾਂਧੀ ਨੇ ਇਹ ਵੀ ਸਵੀਕਾਰ ਕੀਤਾ ਕਿ ਬੇ-ਨਜ਼ੀਰ ਭੁੱਟੋ ਦੇ ਪਾਕਿਸਤਾਨ ਵਿਚ ਸੱਤਾ ਵਿਚ ਆਉਣ ਪਿਛੋਂ ਸਿੱਖ ਜੁਝਾਰੂਆਂ ਨੂੰ ਸਹਾਇਤਾ ਮਿਲਣੀ ਘੱਟ ਹੋ ਗਈ ਹੈ। ਰਾਜੀਵ ਗਾਂਧੀ ਨੇ ਇਹ ਵੀ ਸੂਚਨਾ ਦਿੱਤੀ ਕਿ ਆਉਣ ਵਾਲੇ ਦਿਨਾਂ ਵਿਚ ਔਰਤਾਂ ਲਈ ਨੌਕਰੀਆਂ ਰਾਖਵੀਆਂ ਰਖੀਆਂ ਜਾਣਗੀਆਂ।	[780, 809, 950, 968]
paramilitary-headline: ਨੀਮ ਫੌਜੀ ਦਸਤਿਆਂ ਵਲੋਂ ਤਿੰਨਾਂ ਜ਼ਿਲਿਆਂ ਵਿਚ ਸਿੱਖਾਂ ਦਾ ਸ਼ਿਕਾਰ ਜਾਰੀ	[609, 57, 945, 109]
rajiv-column-1: ਸ਼ਿਮਲਾ:— ਰਾਜੀਵ ਗਾਂਧੀ ਨੇ ਅਖਬਾਰੀ ਨੁਮਾਇੰਦਿਆਂ ਨਾਲ ਗੱਲਬਾਤ ਕਰਦਿਆਂ ਕਿਹਾ ਕਿ ਸਪੈਸ਼ਲ ਜਾਂਚ ਟੀਮ ਜਿਸ ਨੂੰ ਇੰਦਰਾ ਗਾਂਧੀ ਕਤਲ ਕੇਸ ਨੂੰ ਤਫਤੀਸ਼ ਕਰਨ ਵਾਸਤੇ ਲਾਇਆ ਗਿਆ ਸੀ, ਨੇ ਕੋਈ ਸ਼ੱਕੀ ਰਿਪੋਰਟ ਪੇਸ਼ ਨਹੀਂ ਕੀਤੀ। ਉਹਨਾਂ ਕਿਹਾ ਕਿ ਇਸ ਕਮੇਟੀ ਨੇ ਸਿਰਫ ਚਾਰਜਸ਼ੀਟ ਹੀ ਤਿਆਰ ਕੀਤੀ ਹੈ ਜੋ ਅਦਾਲਤ ਵਿਚ ਪੇਸ਼ ਕਰ ਦਿੱਤੀ ਗਈ ਹੈ। ਰਾਜੀਵ ਗਾਂਧੀ ਨੇ ਇਹ ਵੀ ਕਿਹਾ ਕਿ ਠੱਕਰ ਕਮਿਸ਼ਨ ਦੀ ਰਿਪੋਰਟ ਵਿਚ ਕੋਈ ਲਿੰਟਾ ਨਹੀਂ ਕਢਿਆ ਗਿਆ ਸਗੋਂ ਇਹ ਕੰਮ ਅਦਾਲਤ ਤੇ ਛੱਡ ਦਿੱਤਾ ਗਿਆ ਹੈ। ਉਹਨਾਂ ਇਹ ਵੀ ਦਾਅਵਾ ਕੀਤਾ ਕਿ ਠੱਕਰ ਕਮਿਸ਼ਨ ਦਾ ਸਾਰੀ ਰਿਪੋਰਟ ਪਾਰਲੀਮੈਂਟ ਵਿਚ ਪੇਸ਼ ਕਰ ਦਿੱਤੀ ਗਈ ਹੈ। ਰਾਜੀਵ ਗਾਂਧੀ ਹਿਮਾਚਲ ਦੇ ਦੌਰੇ ਸਮੇਂ ਅਖਬਾਰੀ ਨੁਮਾਇੰਦਿਆਂ ਨਾਲ ਗੱਲਬਾਤ ਕਰ ਰਹੇ ਸਨ। ਸਿਆਸੀ ਹਲਕਿਆਂ ਦਾ ਕਹਿਣਾ ਹੈ ਕਿ ਰਾਜੀਵ ਗਾਂਧੀ ਠੱਕਰ ਕਮਿਸ਼ਨ ਦੀ ਰਿਪੋਰਟ ਲੋਕ ਸਭਾ ਵਿਚ ਪੇਸ਼ ਕਰਨ ਦੇ ਬਾਵਜੂਦ ਵੀ ਵਰਗੀ ਰਿਪੋਰਟ ਦਾ ਅਹਿਮ ਹਿੱਸਾ ਘਪਲ ਕਰ ਰਹੇ ਹਨ। ਰਾਜੀਵ ਗਾਂਧੀ ਨੇ ਇਹ ਵੀ ਦੁਹਰਾਇਆ ਕਿ ਸਰਕਾਰ ਪੰਜਾਬ ਮਸਲੇ ਬਾਰੇ ਗੱਲਬਾਤ ਕਰਨ ਲਈ ਤਿਆਰ ਹੈ ਪਰ ਉਸੇ ਹੀ ਸਮੇਂ ਇਹ ਵੀ ਕਿਹਾ ਕਿ ਇਹ ਗੱਲਬਾਤ ਭਾਰਤੀ ਵਿਧਾਨ ਦੇ ਅੰਦਰ ਹੀ ਰਹਿ ਕੇ ਕੀਤੀ ਜਾ ਸਕਦੀ ਹੈ ਅਤੇ ਇਸ ਲਈ ਪਹਿਲਾਂ ਅਮਨ ਕਾਇਮ ਹੋਣਾ ਜਰੂਰੀ ਹੈ। ਪ੍ਰਧਾਨ ਮੰਤਰੀ ਨੇ ਦਾਅਵਾ ਕੀਤਾ ਕਿ ਅਪਰੇਸ਼ਨ 'ਕਾਲੀ ਗਰਜ' ਨਾਲ ਪੰਜਾਬ ਵਿਚ ਧਰਮ ਅਤੇ ਸਿਆਸਤ ਦੀ ਇਕ ਹੋਣ ਦੀ ਸਿਲਾਸ਼ਨੀ ਨੂੰ ਖਤਮ ਕਰ ਦਿੱਤਾ ਗਿਆ ਹੈ। ਉਹਨਾਂ ਨੇ ਇਸ ਗੱਲ ਉਤੇ ਵੀ ਦੁੱਖ ਪ੍ਰਗਟ ਕੀਤਾ ਕਿ ਜਿਹੜੇ ਲੋਕ ਧਰਮ ਨਿਰਪੱਖਤਾ ਵਿਚ ਵਿਸ਼ਵਾਸ਼ ਰੱਖਦੇ ਸਨ, ਹੁਣ ਉਹ ਧਰਮ ਵਿਚ ਵਿਸ਼ਵਾਸ਼ ਰੱਖਣ ਵਾਲਿਆਂ ਨਾਲ ਇਕ ਸਾਂਝੀ ਸਟੇਜ ਤੋਂ ਆਪਣੇ ਵਿਚਾਰ ਰੱਖ ਰਹੇ ਹਨ। ਪ੍ਰਧਾਨ ਮੰਤਰੀ ਨੇ ਇਸ ਗੱਲ ਦਾ ਦਾਅਵਾ	[604, 703, 774, 1227]
section-rule	[428, 894, 594, 895]
kursi-body: ਲਖਨਊ:— ਭਾਰਤ ਵਿਚ ਕੁਰਸੀਆਂ ਖਾਤਰ ਵਿਅਕਤੀ ਆਪਣਾ ਜ਼ਮੀਰ ਕਿਸ ਤਰ੍ਹਾਂ ਵੇਚਦੇ ਹਨ, ਇਹ ਗੱਲ ਉਤਰ ਪ੍ਰਦੇਸ਼ ਦੇ ਰਾਮ ਨਰੇਸ਼ ਯਾਦਵ ਨੇ ਕਾਂਗਰਸ ਪਾਰਟੀ ਵਿਚ ਸ਼ਾਮਲ ਹੋ ਕੇ ਸਾਬਤ ਕਰ ਦਿੱਤੀ ਹੈ। ਇਹ ਗੱਲ ਵਰਨਣ ਯੋਗ ਹੈ ਕਿ ਰਾਮ ਨਰੇਸ਼ ਯਾਦਵ ਪਹਿਲਾਂ ਕਾਂਗਰਸ ਪਾਰਟੀ ਵਿਚ ਹੋਇਆ ਕਰਦੇ ਸਨ ਫਿਰ ਇਹ ਜਨਤਾ ਪਾਰਟੀ ਵਿਚ ਸ਼ਾਮਲ ਹੋ ਗਏ ਜਦੋਂ ਉਥੇ ਕਿਸੇ ਕੁਰਸੀ ਦਾ ਦਾਅ ਨਾ ਲੱਗਾ ਤਾਂ ਉਹ ਕਾਂਗਰਸ ਪਾਰਟੀ ਵਿਚ ਸ਼ਾਮਲ ਹੋ ਗਏ ਜਿਥੇ ਕਿ ਉਹਨਾਂ ਨੂੰ ਡਿਪਟੀ ਚੀਫ ਮਨਿਸਟਰ ਬਣਾ ਦਿੱਤਾ ਗਿਆ। ਯਾਦ ਰਹੇ ਕਿ ਰਾਮ ਨਰੇਸ਼ ਯਾਦਵ ਜਨਤਾ ਦੱਲ ਦੀ ਪ੍ਰਧਾਨਗੀ ਦੇ ਉਮੀਦਵਾਰ ਸਨ। ਜਦੋਂ ਇਹ ਕੁਰਸੀ ਚੌਧਰੀ ਮਿਲਖਾਨ ਸਿੰਘ ਯਾਦਵ ਨੂੰ ਦੇ ਦਿੱਤੀ ਗਈ ਤਾਂ ਇਹ ਵਾਪਸ ਉਸੇ ਹੀ ਥਾਂ ਚਲੇ ਗਏ ਜਿਥੋਂ ਕਿ ਪਹਿਲਾਂ ਇਸ ਨੇ ਨਿਰਾਸ਼ਾ ਕਾਰਨ ਭੱਜੇ ਸਨ।	[432, 573, 592, 834]
kursi-headline: ਹਾਏ ਕੁਰਸੀ — ਨਾਰੇਸ਼ ਯਾਦਵ ਵਜ਼ੀਰੀ ਲਈ ਜੰਤਾ ਦਲ'ਚੋਂ ਟਪੂਸੀ ਮਾਰ ਗਿਆ	[430, 475, 592, 526]
rajiv-headline: ਪੰਜਾਬ ਮਸਲਾ ਹਲ ਕਰਨ ਦਾ ਦਾਅਵਾ — ਠੱਕਰ ਰਿਪੋਰਟ ਬਾਰੇ ਬਿਆਨ ਦਾ "ਨਾ ਮੂੰਹ ਨਾ ਸਿਰ" —	[609, 600, 945, 639]
